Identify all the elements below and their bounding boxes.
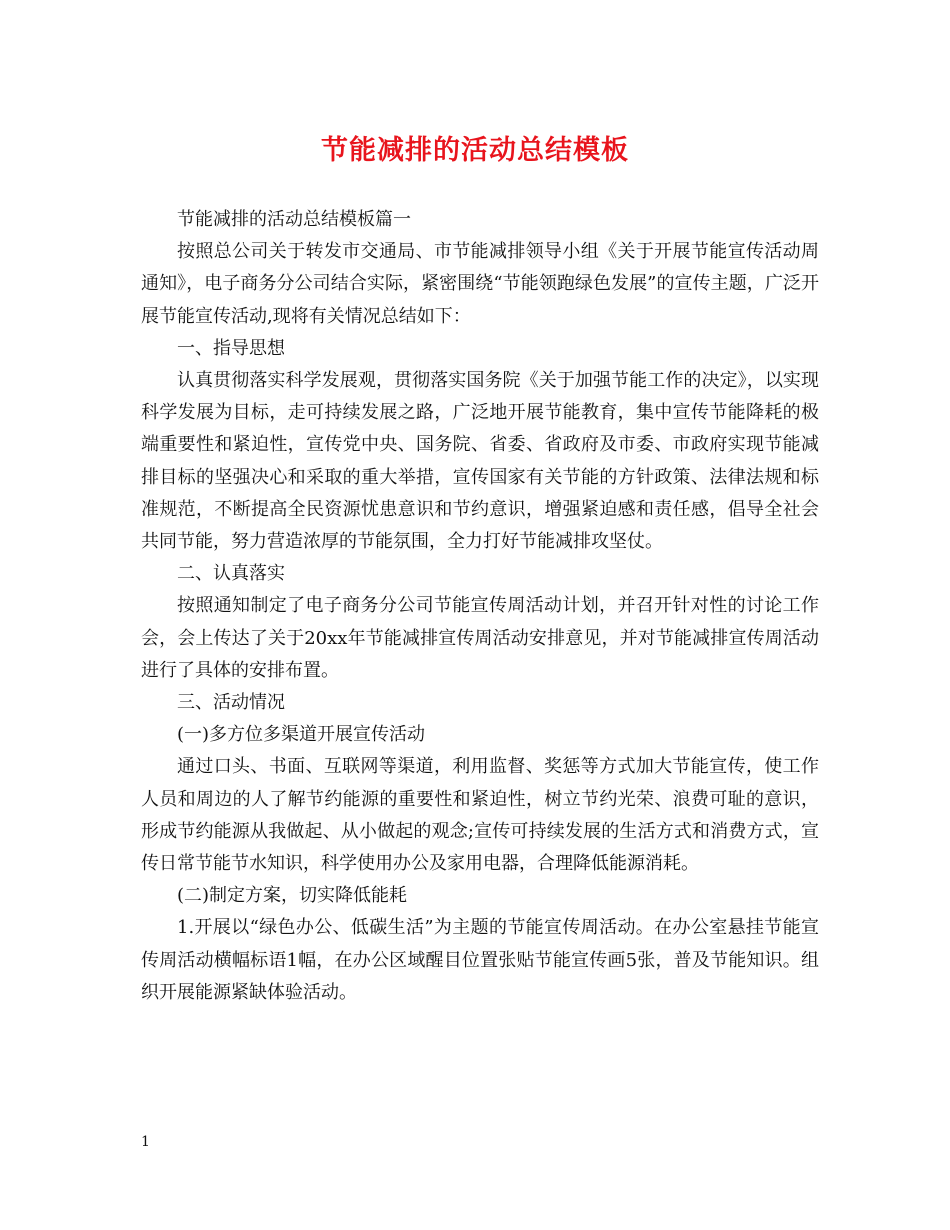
- paragraph-implementation: 按照通知制定了电子商务分公司节能宣传周活动计划，并召开针对性的讨论工作会，会上传达了关于20xx年节能减排宣传周活动安排意见，并对节能减排宣传周活动进行了具体的安排布置。: [141, 595, 819, 681]
- page-number: 1: [141, 1134, 150, 1150]
- paragraph-plan-item-1: 1.开展以“绿色办公、低碳生活”为主题的节能宣传周活动。在办公室悬挂节能宣传周活动横幅标语1幅，在办公区域醒目位置张贴节能宣传画5张，普及节能知识。组织开展能源紧缺体验活动。: [141, 917, 819, 1003]
- section-heading-activities: 三、活动情况: [177, 692, 285, 714]
- subsection-heading-publicity: (一)多方位多渠道开展宣传活动: [177, 724, 426, 746]
- paragraph-intro: 按照总公司关于转发市交通局、市节能减排领导小组《关于开展节能宣传活动周通知》，电子商务分公司结合实际，紧密围绕“节能领跑绿色发展”的宣传主题，广泛开展节能宣传活动,现将有关情况总结如下：: [141, 241, 819, 327]
- subsection-heading-plan: (二)制定方案，切实降低能耗: [177, 885, 408, 907]
- document-title: 节能减排的活动总结模板: [321, 135, 629, 166]
- paragraph-guiding-thought: 认真贯彻落实科学发展观，贯彻落实国务院《关于加强节能工作的决定》，以实现科学发展为目标，走可持续发展之路，广泛地开展节能教育，集中宣传节能降耗的极端重要性和紧迫性，宣传党中央、国务院、省委、省政府及市委、市政府实现节能减排目标的坚强决心和采取的重大举措，宣传国家有关节能的方针政策、法律法规和标准规范，不断提高全民资源忧患意识和节约意识，增强紧迫感和责任感，倡导全社会共同节能，努力营造浓厚的节能氛围，全力打好节能减排攻坚仗。: [141, 370, 819, 553]
- paragraph-publicity: 通过口头、书面、互联网等渠道，利用监督、奖惩等方式加大节能宣传，使工作人员和周边的人了解节约能源的重要性和紧迫性，树立节约光荣、浪费可耻的意识，形成节约能源从我做起、从小做起的观念;宣传可持续发展的生活方式和消费方式，宣传日常节能节水知识，科学使用办公及家用电器，合理降低能源消耗。: [141, 756, 819, 875]
- paragraph-subtitle: 节能减排的活动总结模板篇一: [177, 209, 411, 230]
- section-heading-implementation: 二、认真落实: [177, 563, 285, 585]
- document-body: [141, 204, 819, 1009]
- section-heading-guiding-thought: 一、指导思想: [177, 337, 285, 359]
